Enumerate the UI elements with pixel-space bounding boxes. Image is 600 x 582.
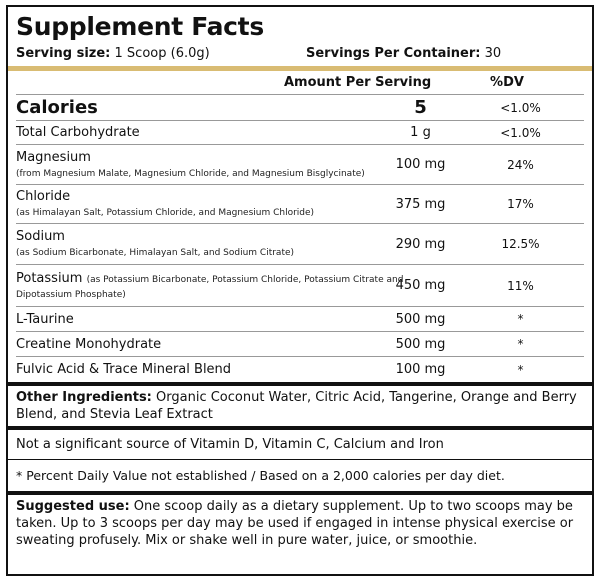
other-ingredients-text: Organic Coconut Water, Citric Acid, Tangerine, Orange and Berry Blend, and Stevia Leaf Extract xyxy=(16,390,577,422)
serving-size xyxy=(16,46,306,61)
nutrient-dv: * xyxy=(517,312,524,326)
nutrient-label: Total Carbohydrate xyxy=(16,125,140,140)
nutrient-amount: 375 mg xyxy=(395,196,446,212)
nutrient-dv: <1.0% xyxy=(500,125,541,140)
nutrient-label: Fulvic Acid & Trace Mineral Blend xyxy=(16,362,232,377)
not-significant-note: Not a significant source of Vitamin D, Vitamin C, Calcium and Iron xyxy=(16,437,444,452)
nutrient-amount: 100 mg xyxy=(395,362,446,377)
suggested-use-label: Suggested use: xyxy=(16,499,130,514)
nutrient-row xyxy=(16,307,584,332)
nutrient-amount: 450 mg xyxy=(395,278,446,293)
suggested-use-text: One scoop daily as a dietary supplement. Up to two scoops may be taken. Up to 3 scoops per day may be used if engaged in intense physical exercise or sweating profusely. Mix or shake well in pure water, juice, or smoothie. xyxy=(16,499,574,548)
other-ingredients-label: Other Ingredients: xyxy=(16,390,152,405)
calories-amount: 5 xyxy=(414,97,427,118)
nutrient-amount: 290 mg xyxy=(395,236,446,252)
dv-header: %DV xyxy=(490,75,524,90)
nutrient-name xyxy=(16,362,446,377)
nutrient-amount: 500 mg xyxy=(395,311,446,327)
amount-header: Amount Per Serving xyxy=(284,75,432,90)
servings-per-container-label: Servings Per Container: xyxy=(306,45,481,61)
nutrient-name xyxy=(16,150,446,180)
nutrient-row xyxy=(16,265,584,307)
nutrient-row xyxy=(16,121,584,145)
nutrient-dv: 12.5% xyxy=(501,237,540,251)
column-header xyxy=(16,71,584,95)
serving-size-value: 1 Scoop (6.0g) xyxy=(110,45,210,61)
calories-dv: <1.0% xyxy=(500,100,541,115)
nutrient-label: Creatine Monohydrate xyxy=(16,336,162,352)
nutrient-name xyxy=(16,312,446,327)
nutrient-row xyxy=(16,332,584,357)
nutrient-name xyxy=(16,189,446,219)
nutrient-source: (as Potassium Bicarbonate, Potassium Chloride, Potassium Citrate and Dipotassium Phosphate) xyxy=(16,274,404,300)
dv-footnote: * Percent Daily Value not established / Based on a 2,000 calories per day diet. xyxy=(16,468,505,483)
nutrient-dv: 11% xyxy=(507,278,534,293)
nutrient-amount: 500 mg xyxy=(395,336,446,352)
nutrient-label: Magnesium xyxy=(16,149,91,165)
servings-per-container-value: 30 xyxy=(480,45,502,61)
nutrient-amount: 100 mg xyxy=(395,157,446,172)
nutrient-source: (as Sodium Bicarbonate, Himalayan Salt, and Sodium Citrate) xyxy=(16,248,295,258)
serving-size-label: Serving size: xyxy=(16,45,111,61)
nutrient-dv: 24% xyxy=(507,157,534,172)
nutrient-row xyxy=(16,185,584,224)
nutrient-name xyxy=(16,125,446,140)
nutrient-dv: * xyxy=(517,337,524,351)
nutrient-label: Sodium xyxy=(16,229,65,244)
nutrient-row xyxy=(16,145,584,185)
calories-label: Calories xyxy=(16,97,98,118)
nutrient-dv: 17% xyxy=(507,197,534,211)
nutrient-source: (from Magnesium Malate, Magnesium Chloride, and Magnesium Bisglycinate) xyxy=(16,168,365,179)
nutrient-amount: 1 g xyxy=(410,125,431,140)
servings-per-container xyxy=(306,46,501,61)
panel-title: Supplement Facts xyxy=(16,12,264,41)
nutrient-label: L-Taurine xyxy=(16,311,74,327)
suggested-use xyxy=(16,495,584,552)
nutrient-name xyxy=(16,271,446,301)
nutrient-name xyxy=(16,337,446,352)
nutrient-row xyxy=(16,224,584,265)
supplement-facts-panel xyxy=(6,5,594,576)
nutrient-label: Chloride xyxy=(16,189,71,204)
other-ingredients xyxy=(16,386,584,426)
nutrient-dv: * xyxy=(517,362,524,377)
calories-row xyxy=(16,95,584,121)
nutrient-row xyxy=(16,357,584,382)
nutrient-label: Potassium xyxy=(16,270,83,286)
nutrient-name xyxy=(16,229,446,259)
nutrient-source: (as Himalayan Salt, Potassium Chloride, and Magnesium Chloride) xyxy=(16,208,315,218)
serving-info xyxy=(16,42,584,64)
nutrient-rows xyxy=(16,121,584,382)
